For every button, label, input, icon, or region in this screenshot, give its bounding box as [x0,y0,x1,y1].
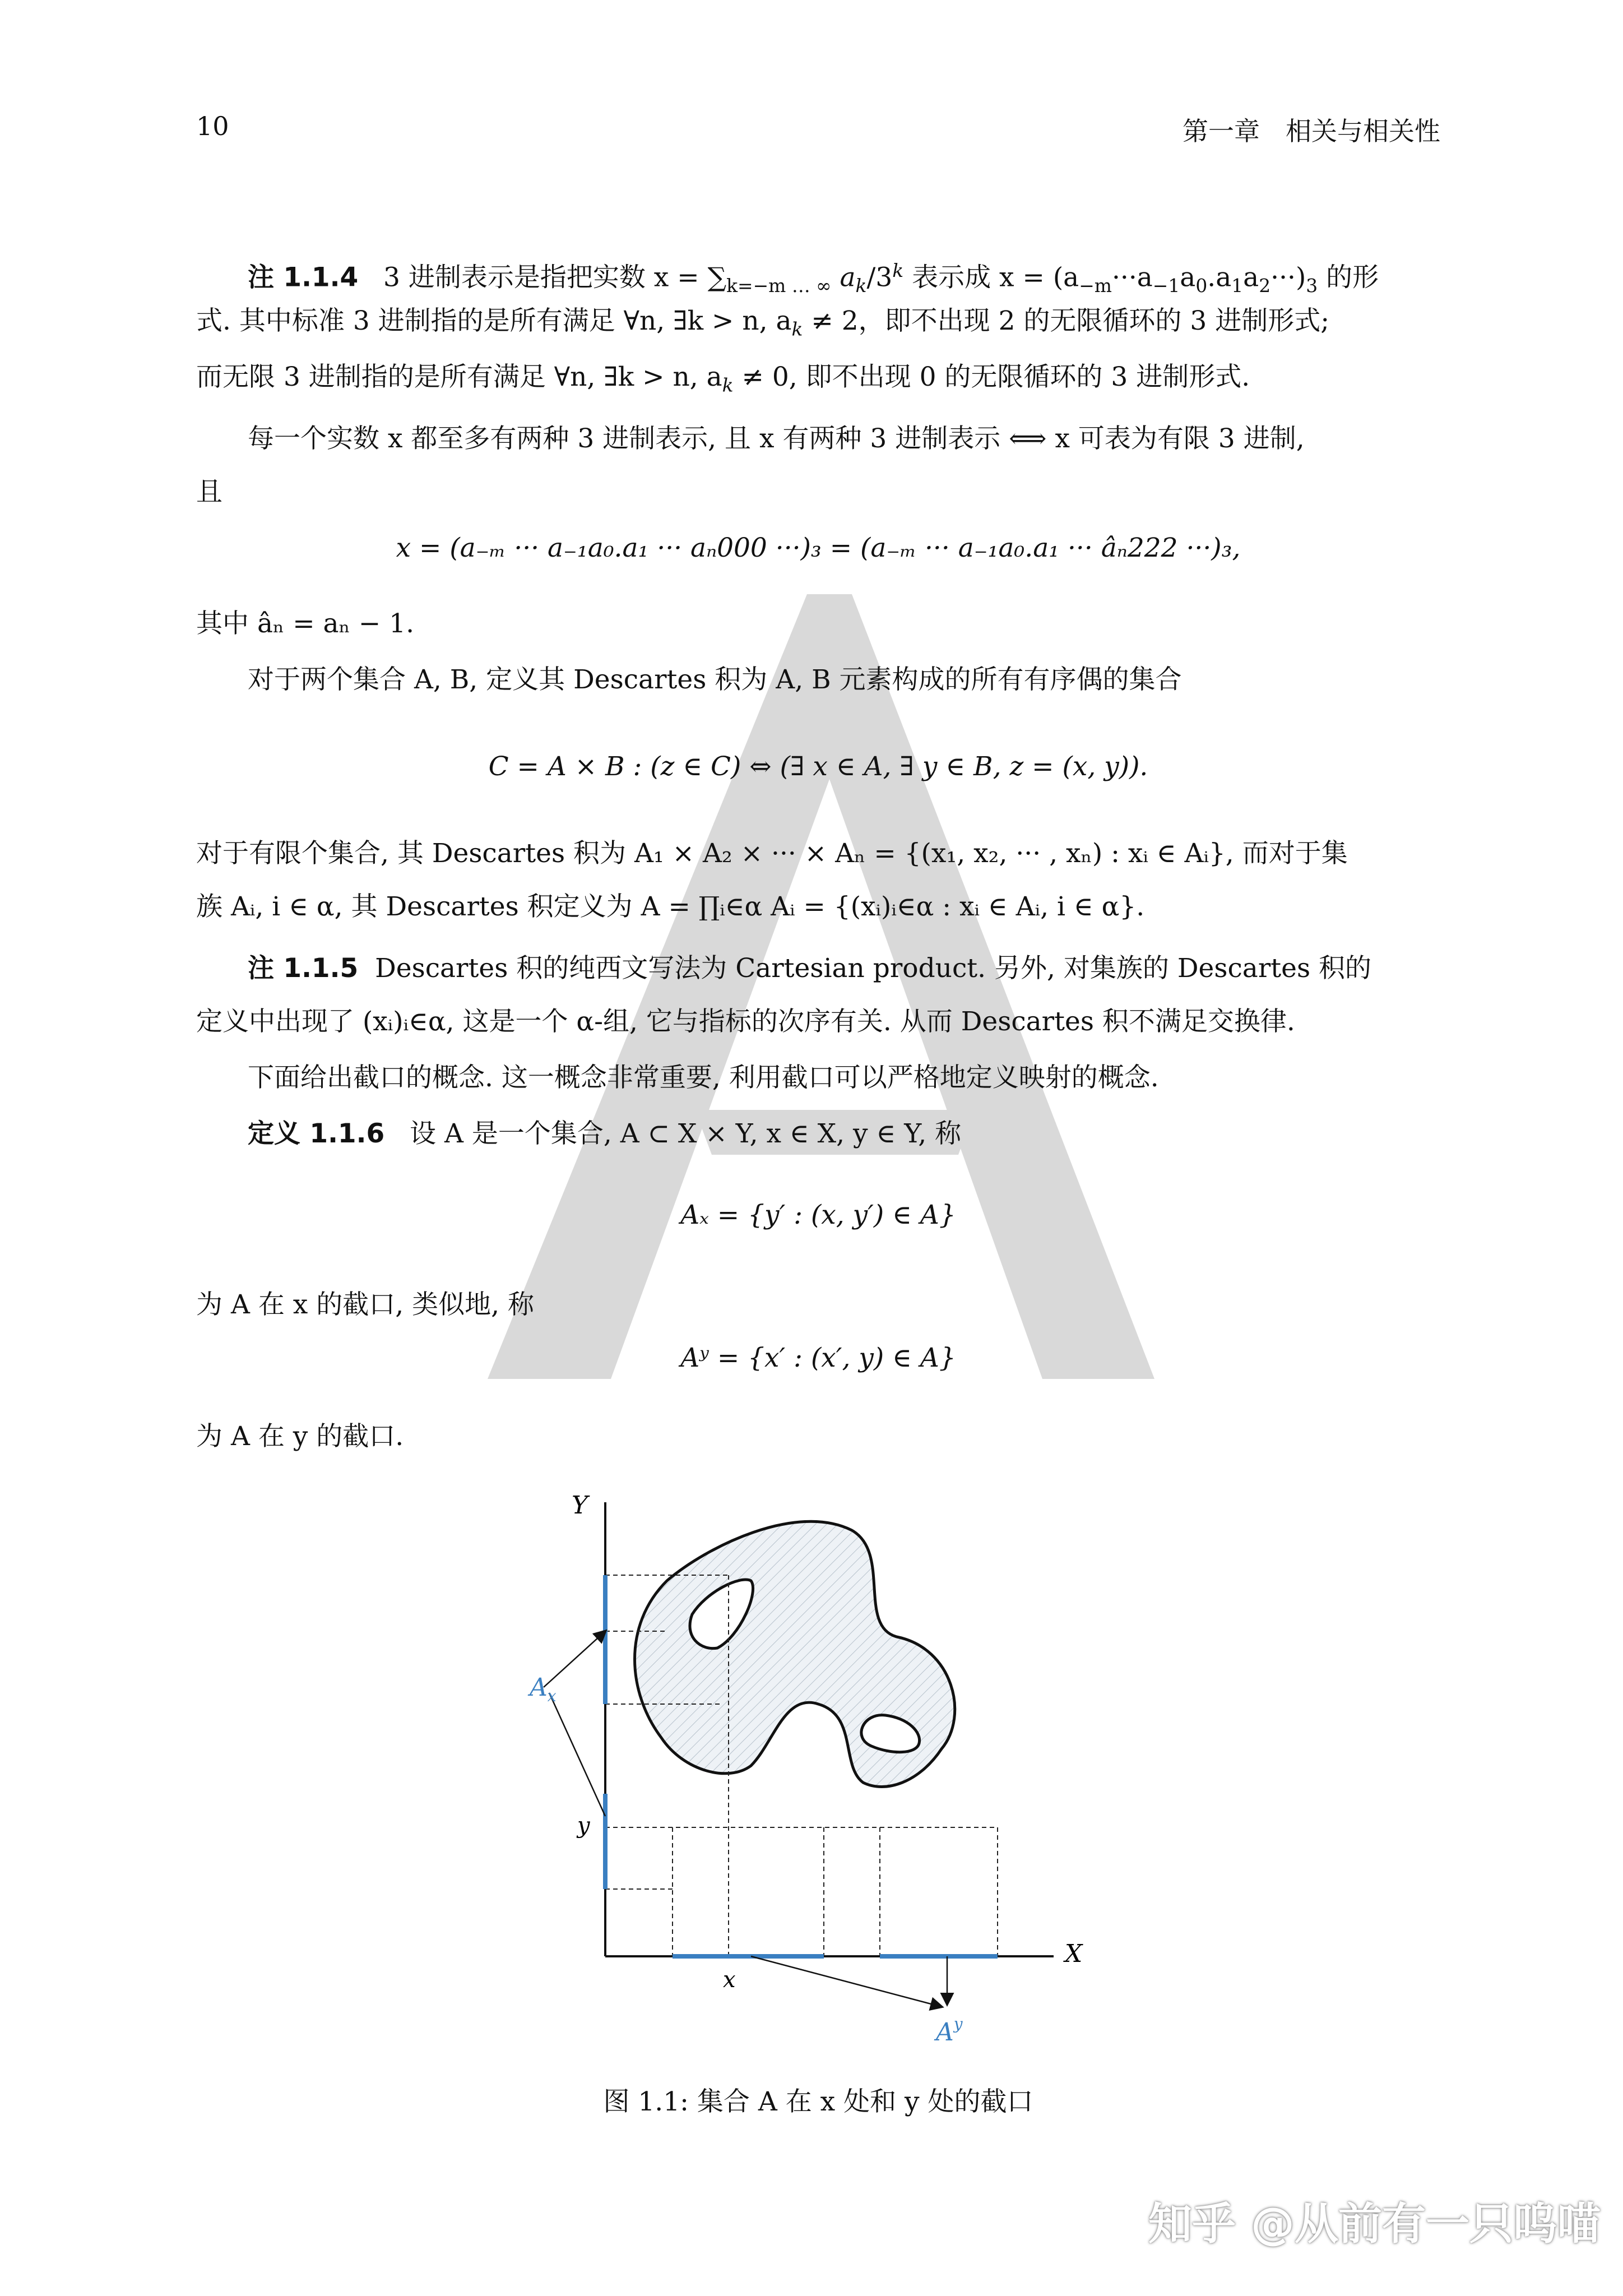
note-text-c: 表示成 x = (a [903,262,1079,293]
x-tick-label: x [723,1967,736,1993]
para-finite-line1: 对于有限个集合, 其 Descartes 积为 A₁ × A₂ × ··· × Aₙ = {(x₁, x₂, ··· , xₙ) : xᵢ ∈ Aᵢ}, 而对于集 [196,838,1348,869]
definition-1-1-6 [196,1115,1440,1152]
y-axis-label: Y [572,1491,588,1520]
definition-label: 定义 1.1.6 [248,1118,385,1149]
label-Ax: $A_x$ [530,1673,557,1705]
y-tick-label: y [577,1813,590,1839]
arrow-Ax-upper [544,1631,605,1687]
note-text-h: ···) [1270,262,1306,293]
where-line: 其中 âₙ = aₙ − 1. [196,608,415,639]
note-line3-b: ≠ 0, 即不出现 0 的无限循环的 3 进制形式. [733,362,1250,392]
note-line3-a: 而无限 3 进制指的是所有满足 ∀n, ∃k > n, a [196,362,722,392]
equation-ternary: x = (a₋ₘ ··· a₋₁a₀.a₁ ··· aₙ000 ···)₃ = (a₋ₘ ··· a₋₁a₀.a₁ ··· âₙ222 ···)₃, [396,533,1241,563]
arrow-Ay-left [751,1956,942,2007]
line-Ax: 为 A 在 x 的截口, 类似地, 称 [196,1289,534,1320]
note-1-1-5-line1 [196,950,1440,987]
note-1-1-4-line3: 而无限 3 进制指的是所有满足 ∀n, ∃k > n, $a_k \ne 0$, 即不出现 0 的无限循环的 3 进制形式. [196,362,1250,396]
equation-descartes: C = A × B : (z ∈ C) ⇔ (∃ x ∈ A, ∃ y ∈ B, z = (x, y)). [488,751,1148,782]
note-text: 3 进制表示是指把实数 x = ∑ [383,262,727,293]
x-axis-label: X [1065,1939,1083,1968]
watermark-logo [482,594,1166,1392]
note-text-i: 的形 [1318,262,1379,293]
note-1-1-5-line2: 定义中出现了 (xᵢ)ᵢ∈α, 这是一个 α-组, 它与指标的次序有关. 从而 Descartes 积不满足交换律. [196,1006,1295,1037]
para-section-concept: 下面给出截口的概念. 这一概念非常重要, 利用截口可以严格地定义映射的概念. [248,1062,1159,1093]
section-figure [504,1480,1110,2063]
arrow-Ax-lower [549,1693,605,1816]
chapter-title: 第一章 相关与相关性 [1183,116,1440,146]
zhihu-watermark-text: 知乎 @从前有一只呜喵 [1148,2199,1601,2249]
page-number: 10 [196,111,229,141]
note-1-1-4-line1: 注 1.1.4 3 进制表示是指把实数 $x = \sum_{k=-m \dots \infty}$ $a_k/3^k$ 表示成 $x = (a_{-m}\cdot\cdot\cdot a_{-1}a_0.a_1a_2\cdot\cdot\cdot)_3$ 的形 [248,260,1379,297]
para-two-reps-line1: 每一个实数 x 都至多有两种 3 进制表示, 且 x 有两种 3 进制表示 ⟺ x 可表为有限 3 进制, [248,423,1305,454]
note-text-e: a [1180,262,1196,293]
frac-num: a [840,262,856,293]
note-label: 注 1.1.4 [248,262,359,293]
sum-limits: k=−m … ∞ [726,275,832,297]
para-two-reps-line2: 且 [196,476,222,507]
note-line2-b: ≠ 2，即不出现 2 的无限循环的 3 进制形式; [803,305,1330,336]
line-Ay: 为 A 在 y 的截口. [196,1421,404,1452]
note-text-d: ···a [1111,262,1153,293]
note-1-1-5-label: 注 1.1.5 [248,953,359,984]
note-line2-a: 式. 其中标准 3 进制指的是所有满足 ∀n, ∃k > n, a [196,305,792,336]
para-finite-line2: 族 Aᵢ, i ∈ α, 其 Descartes 积定义为 A = ∏ᵢ∈α Aᵢ = {(xᵢ)ᵢ∈α : xᵢ ∈ Aᵢ, i ∈ α}. [196,891,1145,922]
note-1-1-5-text: Descartes 积的纯西文写法为 Cartesian product. 另外, 对集族的 Descartes 积的 [375,953,1372,984]
note-1-1-4-line2: 式. 其中标准 3 进制指的是所有满足 ∀n, ∃k > n, $a_k \ne 2$，即不出现 2 的无限循环的 3 进制形式; [196,305,1330,340]
note-text-g: a [1243,262,1259,293]
note-text-f: .a [1207,262,1232,293]
equation-Ax: Aₓ = {y′ : (x, y′) ∈ A} [680,1200,956,1230]
figure-caption: 图 1.1: 集合 A 在 x 处和 y 处的截口 [603,2086,1033,2117]
definition-text: 设 A 是一个集合, A ⊂ X × Y, x ∈ X, y ∈ Y, 称 [410,1118,962,1149]
label-Ay: $A^y$ [936,2015,963,2047]
para-descartes: 对于两个集合 A, B, 定义其 Descartes 积为 A, B 元素构成的所有有序偶的集合 [248,664,1182,695]
equation-Ay: Aʸ = {x′ : (x′, y) ∈ A} [680,1343,956,1373]
